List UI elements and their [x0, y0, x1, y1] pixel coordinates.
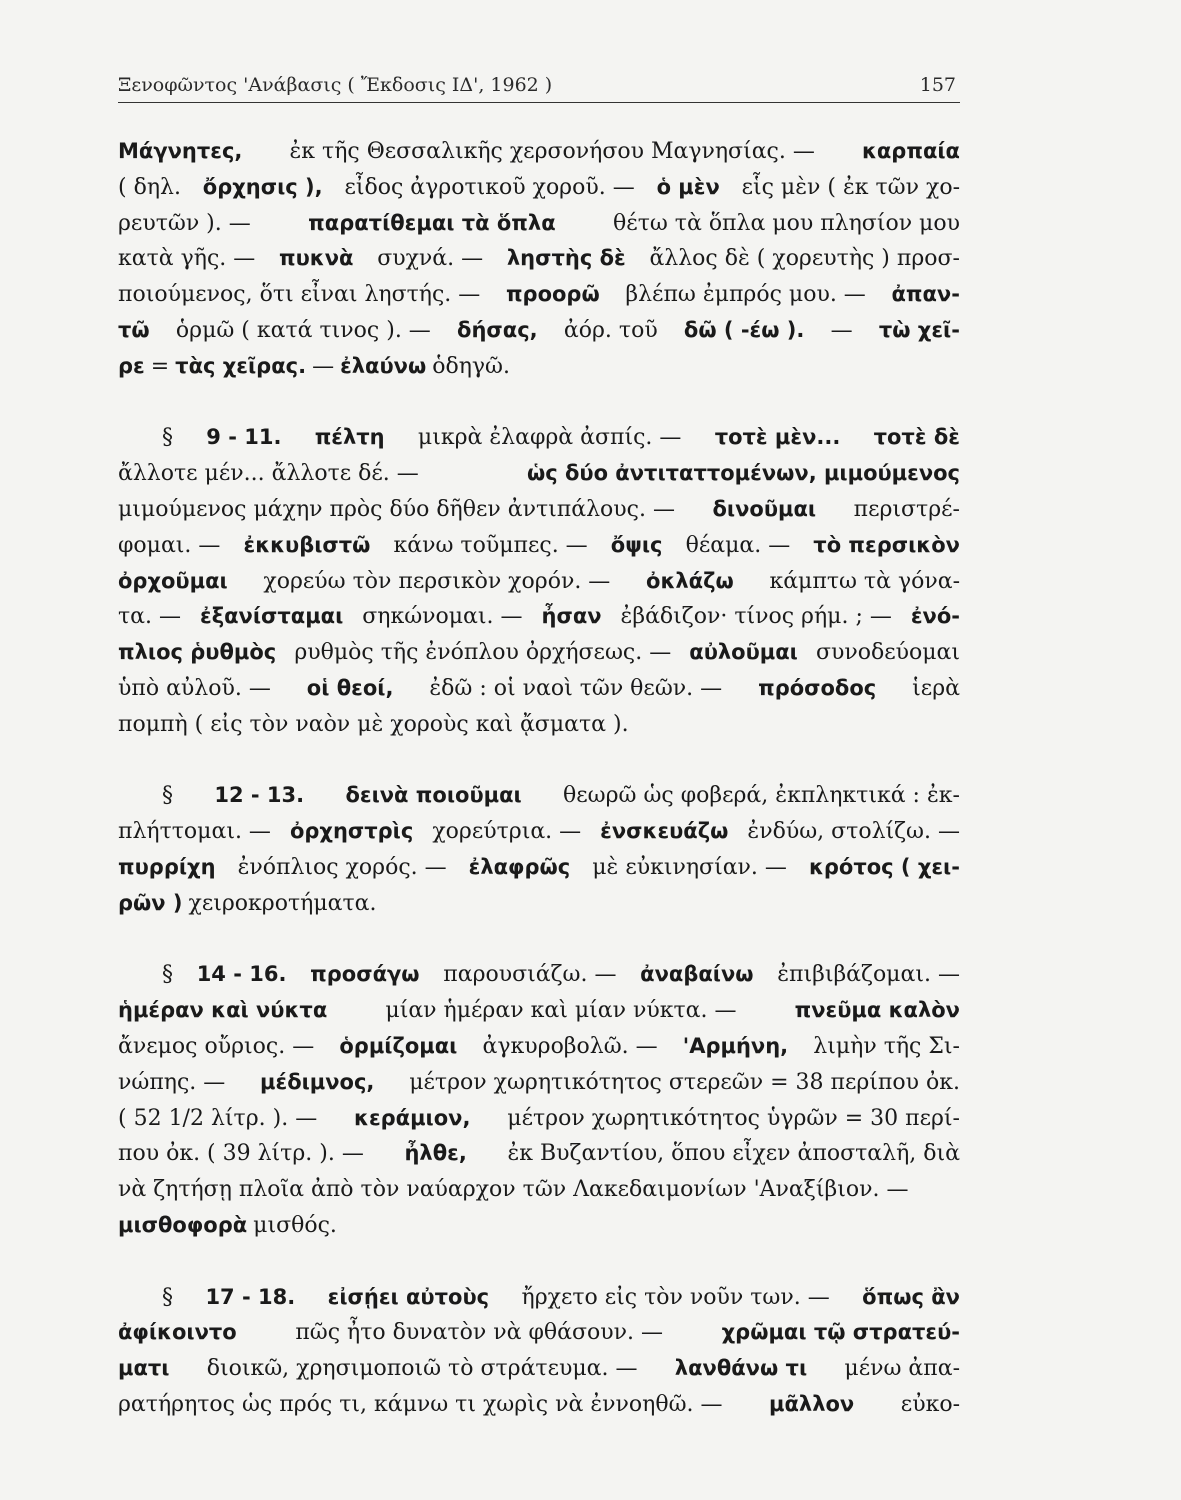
definition: νὰ ζητήσῃ πλοῖα ἀπὸ τὸν ναύαρχον τῶν Λακεδαιμονίων 'Αναξίβιον. — — [118, 1177, 909, 1203]
term: ὀκλάζω — [646, 568, 734, 593]
definition: ὑπὸ αὐλοῦ. — — [118, 675, 271, 701]
text-line — [118, 1101, 960, 1137]
text-line — [118, 957, 960, 993]
definition: χορεύω τὸν περσικὸν χορόν. — — [263, 568, 611, 594]
glossary-text — [118, 134, 960, 1423]
text-line — [118, 206, 960, 242]
text-line — [118, 993, 960, 1029]
term: μισθοφορὰ — [118, 1212, 248, 1237]
term: δήσας, — [457, 317, 538, 342]
term: Μάγνητες, — [118, 139, 243, 163]
definition: τα. — — [118, 604, 182, 630]
term: ὄρχησις ), — [202, 174, 323, 199]
definition: κάνω τοῦμπες. — — [393, 532, 588, 558]
term: ρε — [118, 353, 145, 378]
term: εἰσῄει αὐτοὺς — [327, 1284, 490, 1309]
definition: θέτω τὰ ὅπλα μου πλησίον μου — [613, 210, 960, 236]
term: κρότος ( χει- — [808, 854, 960, 879]
term: ἦσαν — [541, 604, 602, 629]
definition: ἐκ τῆς Θεσσαλικῆς χερσονήσου Μαγνησίας. — — [289, 139, 815, 164]
text-line — [118, 420, 960, 456]
text-line — [118, 886, 960, 922]
term: πλιος ῥυθμὸς — [118, 640, 277, 665]
definition: ἐβάδιζον· τίνος ρήμ. ; — — [620, 604, 892, 630]
term: ὁ μὲν — [656, 174, 720, 199]
text-line — [118, 599, 960, 635]
term: τοτὲ μὲν... — [714, 425, 841, 450]
term: δεινὰ ποιοῦμαι — [345, 783, 522, 808]
term: ὅπως ἂν — [862, 1284, 960, 1309]
text-line — [118, 170, 960, 206]
definition: ἄλλοτε μέν... ἄλλοτε δέ. — — [118, 461, 419, 487]
text-line — [118, 492, 960, 528]
term: ἦλθε, — [404, 1141, 467, 1166]
definition: χορεύτρια. — — [432, 819, 582, 845]
definition: εὐκο- — [900, 1391, 960, 1417]
definition: ἀγκυροβολῶ. — — [482, 1033, 658, 1059]
text-line — [118, 1351, 960, 1387]
term: τὸ περσικὸν — [813, 532, 960, 557]
term: ἐλαύνω — [340, 353, 427, 378]
term: κεράμιον, — [354, 1105, 471, 1130]
definition: εἷς μὲν ( ἐκ τῶν χο- — [741, 174, 960, 200]
definition: θέαμα. — — [685, 532, 791, 558]
definition: περιστρέ- — [853, 496, 960, 522]
definition: ρευτῶν ). — — [118, 210, 251, 236]
term: ματι — [118, 1356, 170, 1381]
definition: εἶδος ἀγροτικοῦ χοροῦ. — — [344, 174, 635, 200]
definition: διοικῶ, χρησιμοποιῶ τὸ στράτευμα. — — [206, 1356, 638, 1382]
definition: συνοδεύομαι — [815, 640, 960, 666]
term: ρῶν ) — [118, 890, 183, 915]
text-line — [118, 1065, 960, 1101]
text-line — [118, 635, 960, 671]
text-line — [118, 277, 960, 313]
section-number: 12 - 13. — [214, 783, 305, 808]
section-sign: § — [162, 425, 173, 451]
text-line — [118, 564, 960, 600]
term: πέλτη — [314, 425, 385, 450]
paragraph-5 — [118, 1280, 960, 1423]
definition: μικρὰ ἐλαφρὰ ἀσπίς. — — [417, 425, 682, 451]
term: τὼ χεῖ- — [878, 317, 960, 342]
text-line — [118, 313, 960, 349]
definition: φομαι. — — [118, 532, 221, 558]
term: δινοῦμαι — [712, 496, 817, 521]
definition: θεωρῶ ὡς φοβερά, ἐκπληκτικά : ἐκ- — [563, 783, 960, 809]
definition: κάμπτω τὰ γόνα- — [769, 568, 960, 594]
definition: πομπὴ ( εἰς τὸν ναὸν μὲ χοροὺς καὶ ᾄσματα ). — [118, 711, 629, 737]
term: προσάγω — [310, 962, 420, 987]
text-line — [118, 778, 960, 814]
term: ἀναβαίνω — [640, 962, 754, 987]
term: 'Αρμήνη, — [682, 1033, 789, 1058]
page-number: 157 — [919, 74, 956, 96]
paragraph-4 — [118, 957, 960, 1243]
term: ὀρχηστρὶς — [289, 819, 414, 844]
text-line — [118, 1387, 960, 1423]
text-line — [118, 456, 960, 492]
definition: νώπης. — — [118, 1069, 226, 1095]
term: ὡς δύο ἀντιταττομένων, μιμούμενος — [526, 461, 960, 486]
term: τὰς χεῖρας. — [175, 353, 307, 378]
definition: — — [830, 317, 853, 343]
text-line — [118, 671, 960, 707]
term: πυρρίχη — [118, 854, 216, 879]
term: ἡμέραν καὶ νύκτα — [118, 998, 328, 1023]
term: ἐλαφρῶς — [468, 854, 571, 879]
definition: ὁδηγῶ. — [432, 353, 510, 379]
section-number: 9 - 11. — [206, 425, 282, 450]
term: ληστὴς δὲ — [506, 246, 626, 271]
term: προορῶ — [505, 282, 600, 307]
term: ὄψις — [610, 532, 663, 557]
definition: πλήττομαι. — — [118, 819, 271, 845]
text-line — [118, 1029, 960, 1065]
term: ἐνό- — [910, 604, 960, 629]
term: ἐνσκευάζω — [600, 819, 729, 844]
definition: μέτρον χωρητικότητος στερεῶν = 38 περίπου ὀκ. — [409, 1069, 960, 1095]
term: τοτὲ δὲ — [873, 425, 960, 450]
book-title: Ξενοφῶντος 'Ανάβασις ( Ἔκδοσις ΙΔ', 1962 ) — [118, 74, 553, 96]
term: ἀφίκοιντο — [118, 1320, 237, 1345]
definition: ἀόρ. τοῦ — [563, 317, 658, 343]
definition: μέτρον χωρητικότητος ὑγρῶν = 30 περί- — [507, 1105, 960, 1131]
definition: λιμὴν τῆς Σι- — [813, 1033, 960, 1059]
definition: συχνά. — — [377, 246, 484, 272]
text-line — [118, 134, 960, 170]
definition: — — [312, 353, 335, 379]
definition: ἐνδύω, στολίζω. — — [747, 819, 960, 845]
definition: ἄλλος δὲ ( χορευτὴς ) προσ- — [649, 246, 960, 272]
section-sign: § — [162, 962, 173, 988]
definition: ποιούμενος, ὅτι εἶναι ληστής. — — [118, 282, 481, 308]
definition: ρατήρητος ὡς πρός τι, κάμνω τι χωρὶς νὰ ἐννοηθῶ. — — [118, 1391, 723, 1417]
text-line — [118, 349, 960, 385]
definition: ἤρχετο εἰς τὸν νοῦν των. — — [521, 1284, 830, 1310]
definition: ὁρμῶ ( κατά τινος ). — — [175, 317, 431, 343]
text-line — [118, 1172, 960, 1208]
running-header — [118, 70, 960, 103]
term: πυκνὰ — [279, 246, 354, 271]
term: αὐλοῦμαι — [689, 640, 798, 665]
definition: χειροκροτήματα. — [188, 890, 377, 916]
definition: ἐδῶ : οἱ ναοὶ τῶν θεῶν. — — [429, 675, 723, 701]
definition: παρουσιάζω. — — [443, 962, 617, 988]
paragraph-3 — [118, 778, 960, 921]
text-line — [118, 707, 960, 743]
term: πνεῦμα καλὸν — [794, 998, 960, 1023]
text-line — [118, 1136, 960, 1172]
text-line — [118, 1208, 960, 1244]
text-line — [118, 241, 960, 277]
term: χρῶμαι τῷ στρατεύ- — [721, 1320, 960, 1345]
text-line — [118, 814, 960, 850]
term: οἱ θεοί, — [306, 675, 394, 700]
term: ἐκκυβιστῶ — [243, 532, 371, 557]
definition: μιμούμενος μάχην πρὸς δύο δῆθεν ἀντιπάλους. — — [118, 496, 675, 522]
definition: ἐνόπλιος χορός. — — [237, 854, 447, 880]
paragraph-2 — [118, 420, 960, 742]
term: μέδιμνος, — [260, 1069, 375, 1094]
definition: κατὰ γῆς. — — [118, 246, 256, 272]
text-line — [118, 1315, 960, 1351]
term: ἐξανίσταμαι — [200, 604, 344, 629]
text-line — [118, 528, 960, 564]
section-number: 17 - 18. — [205, 1284, 296, 1309]
definition: = — [150, 353, 170, 379]
term: λανθάνω τι — [674, 1356, 808, 1381]
term: μᾶλλον — [769, 1391, 855, 1416]
section-number: 14 - 16. — [196, 962, 287, 987]
term: πρόσοδος — [758, 675, 877, 700]
paragraph-1 — [118, 134, 960, 385]
definition: ρυθμὸς τῆς ἐνόπλου ὀρχήσεως. — — [294, 640, 672, 666]
section-sign: § — [162, 1284, 173, 1310]
definition: ἄνεμος οὔριος. — — [118, 1033, 315, 1059]
term: ἀπαν- — [891, 282, 960, 307]
definition: μισθός. — [253, 1212, 337, 1238]
section-sign: § — [162, 783, 173, 809]
text-line — [118, 1280, 960, 1316]
text-line — [118, 850, 960, 886]
definition: βλέπω ἐμπρός μου. — — [625, 282, 866, 308]
term: δῶ ( -έω ). — [683, 317, 805, 342]
definition: μίαν ἡμέραν καὶ μίαν νύκτα. — — [385, 998, 737, 1024]
term: καρπαία — [861, 139, 960, 163]
definition: μὲ εὐκινησίαν. — — [592, 854, 787, 880]
definition: σηκώνομαι. — — [362, 604, 523, 630]
definition: ἐπιβιβάζομαι. — — [777, 962, 960, 988]
definition: πῶς ἦτο δυνατὸν νὰ φθάσουν. — — [295, 1320, 663, 1346]
term: ὁρμίζομαι — [339, 1033, 458, 1058]
definition: ( 52 1/2 λίτρ. ). — — [118, 1105, 318, 1131]
definition: ἐκ Βυζαντίου, ὅπου εἶχεν ἀποσταλῆ, διὰ — [507, 1141, 960, 1167]
definition: που ὀκ. ( 39 λίτρ. ). — — [118, 1141, 364, 1167]
definition: μένω ἀπα- — [844, 1356, 960, 1382]
definition: ( δηλ. — [118, 174, 181, 200]
term: ὀρχοῦμαι — [118, 568, 228, 593]
definition: ἱερὰ — [912, 675, 960, 701]
term: παρατίθεμαι τὰ ὅπλα — [308, 210, 556, 235]
term: τῶ — [118, 317, 150, 342]
